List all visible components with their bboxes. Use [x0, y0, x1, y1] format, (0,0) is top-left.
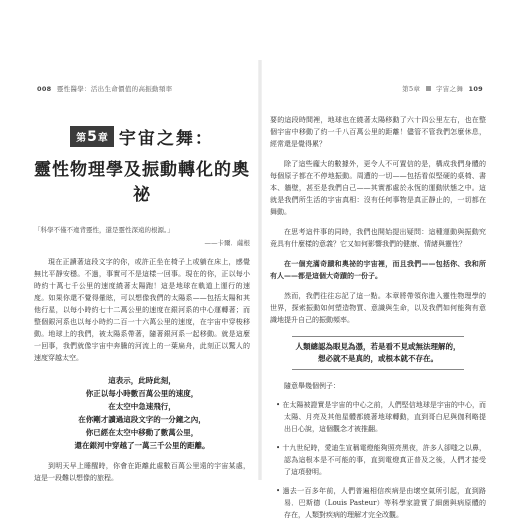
pull-quote-line: 人類總認為眼見為憑，若是看不見或無法理解的， [295, 342, 461, 351]
left-page-number: 008 [37, 85, 52, 93]
left-running-header [34, 84, 172, 93]
body-paragraph: 現在正讀著這段文字的你，或許正坐在椅子上或躺在床上，感覺無比平靜安穩。不過，事實可不是這樣一回事。現在的你，正以每小時約十萬七千公里的速度繞著太陽跑！這是地球在軌道上運行的速度。如果你還不覺得暈眩，可以想像我們的太陽系——包括太陽和其他行星，以每小時約七十二萬公里的速度在銀河系的中心運轉著；而整個銀河系也以每小時約二百一十六萬公里的速度，在宇宙中穿梭移動。地球上的我們，被太陽系帶著，隨著銀河系一起移動。就是這麼一回事，我們就像宇宙中奔騰的河流上的一葉扁舟，此刻正以驚人的速度穿越太空。 [34, 258, 250, 362]
epigraph-quote: 「科學不僅不違背靈性，還是靈性深遠的根源。」 [34, 226, 174, 234]
chapter-number: 5 [87, 129, 97, 145]
epigraph [34, 225, 250, 248]
body-paragraph: 在思考這件事的同時，我們也開始提出疑問：這種運動與振動究竟具有什麼樣的意義？它又如何影響我們的健康、情緒與靈性？ [270, 228, 486, 248]
right-header-chapter: 第5章 [402, 85, 421, 93]
chapter-title-main: 宇宙之舞： [118, 129, 214, 149]
chapter-title-line1 [34, 124, 250, 149]
body-paragraph: 隨意舉幾個例子： [284, 382, 340, 390]
verse-line: 這表示，此時此刻， [108, 376, 176, 385]
chapter-label-prefix: 第 [76, 133, 87, 144]
emphasis-verse [34, 374, 250, 452]
body-paragraph: 到明天早上睡醒時，你會在距離此處數百萬公里遠的宇宙某處，這是一段難以想像的旅程。 [34, 462, 250, 482]
pull-quote [292, 336, 464, 370]
left-header-title: 靈性醫學：活出生命價值的高振動頻率 [56, 85, 173, 93]
chapter-badge [70, 126, 114, 147]
body-paragraph: 要的這段時間裡，地球也在繞著太陽移動了六十四公里左右，也在整個宇宙中移動了約一千八百萬公里的距離！儘管不管我們怎麼休息，經常還是覺得累？ [270, 116, 486, 148]
verse-line: 你正以每小時數百萬公里的速度， [85, 389, 199, 398]
chapter-subtitle: 靈性物理學及振動轉化的奧祕 [34, 160, 250, 205]
body-paragraph: 然而，我們往往忘記了這一點。本章將帶領你進入靈性物理學的世界，探索振動如何塑造物質、意識與生命，以及我們如何能夠有意識地提升自己的振動頻率。 [270, 292, 486, 324]
left-page [0, 0, 260, 500]
bullet-item: • 過去一百多年前，人們普遍相信疾病是由壞空氣所引起，直到路易．巴斯德（Louis Pasteur）等科學家證實了細菌與病原體的存在，人類對疾病的理解才完全改觀。 [276, 487, 486, 519]
chapter-heading [34, 124, 250, 205]
header-separator [426, 86, 431, 91]
right-page-number: 109 [468, 85, 483, 93]
pull-quote-line: 想必就不是真的，或根本就不存在。 [318, 354, 438, 363]
verse-line: 你已經在太空中移動了數萬公里， [85, 428, 199, 437]
epigraph-attribution: ——卡爾．薩根 [204, 239, 250, 247]
highlight-paragraph: 在一個充滿奇蹟和奧祕的宇宙裡，而且我們——包括你、我和所有人——都是這個大奇蹟的一份子。 [270, 259, 486, 280]
right-header-title: 宇宙之舞 [435, 85, 464, 93]
verse-line: 還在銀河中穿越了一萬三千公里的距離。 [74, 441, 210, 450]
verse-line: 在你剛才讀過這段文字的一分鐘之內， [78, 415, 206, 424]
right-page [260, 0, 520, 519]
verse-line: 在太空中急速飛行， [108, 402, 176, 411]
bullet-item: • 在太陽被證實是宇宙的中心之前，人們堅信地球是宇宙的中心，而太陽、月亮及其他星體都繞著地球轉動，直到哥白尼與伽利略提出日心說，這個觀念才被推翻。 [276, 401, 486, 433]
body-paragraph: 除了這些龐大的數據外，更令人不可置信的是，構成我們身體的每個原子都在不停地振動。周遭的一切——包括看似堅硬的桌椅、書本、牆壁，甚至是我們自己——其實都處於永恆的運動狀態之中。這就是我們所生活的宇宙真相：沒有任何事物是真正靜止的，一切都在舞動。 [270, 160, 486, 216]
chapter-label-suffix: 章 [97, 133, 108, 144]
right-running-header [402, 84, 486, 93]
bullet-item: • 十九世紀時，愛迪生宣稱電燈能夠照亮黑夜，許多人卻嗤之以鼻，認為這根本是不可能的事，直到電燈真正普及之後，人們才接受了這項發明。 [276, 444, 486, 476]
